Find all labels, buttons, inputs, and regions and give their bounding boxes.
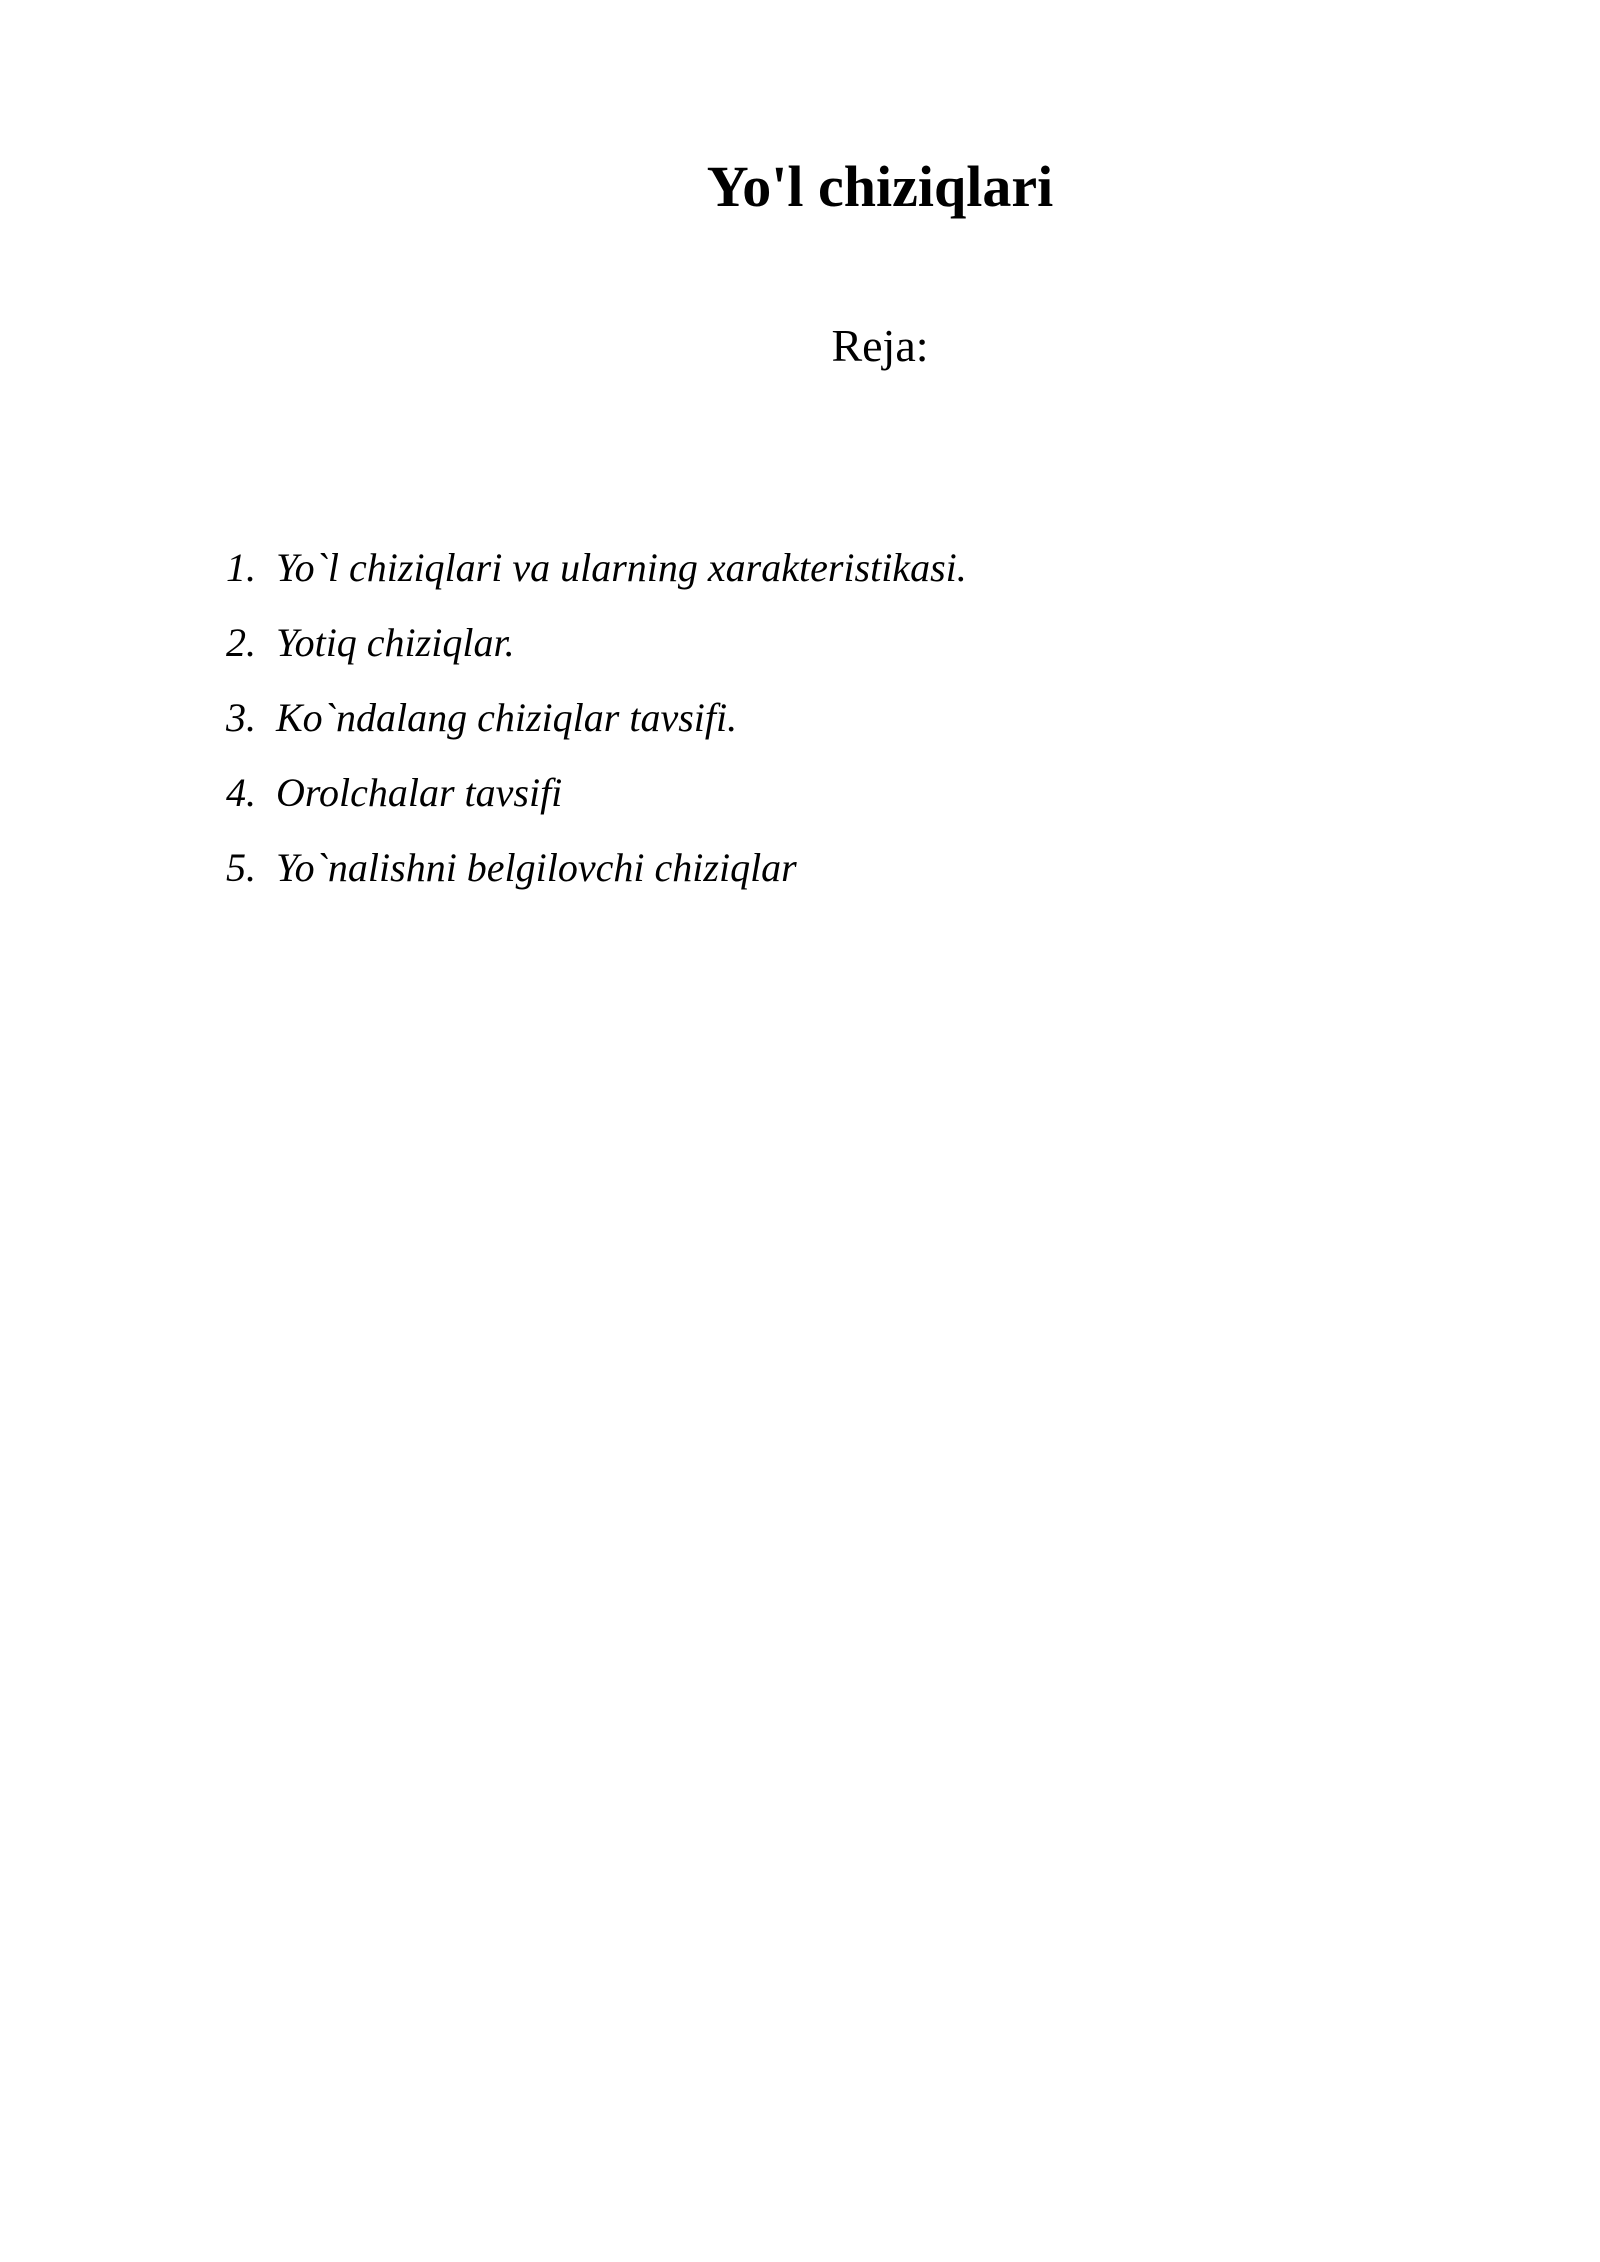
- plan-item: [226, 605, 967, 680]
- plan-item: [226, 530, 967, 605]
- plan-item-number: 2.: [226, 620, 256, 665]
- plan-heading: Reja:: [831, 320, 929, 371]
- plan-item: [226, 680, 967, 755]
- plan-item-text: Yotiq chiziqlar.: [276, 620, 515, 665]
- plan-item-text: Yo`nalishni belgilovchi chiziqlar: [276, 845, 797, 890]
- plan-item-text: Ko`ndalang chiziqlar tavsifi.: [276, 695, 738, 740]
- plan-item-text: Yo`l chiziqlari va ularning xarakteristikasi.: [276, 545, 967, 590]
- plan-item-text: Orolchalar tavsifi: [276, 770, 563, 815]
- document-title: Yo'l chiziqlari: [706, 154, 1054, 219]
- plan-item-number: 5.: [226, 845, 256, 890]
- plan-item: [226, 755, 967, 830]
- plan-item-number: 3.: [226, 695, 256, 740]
- plan-item-number: 1.: [226, 545, 256, 590]
- plan-list: [226, 530, 967, 905]
- plan-item: [226, 830, 967, 905]
- plan-item-number: 4.: [226, 770, 256, 815]
